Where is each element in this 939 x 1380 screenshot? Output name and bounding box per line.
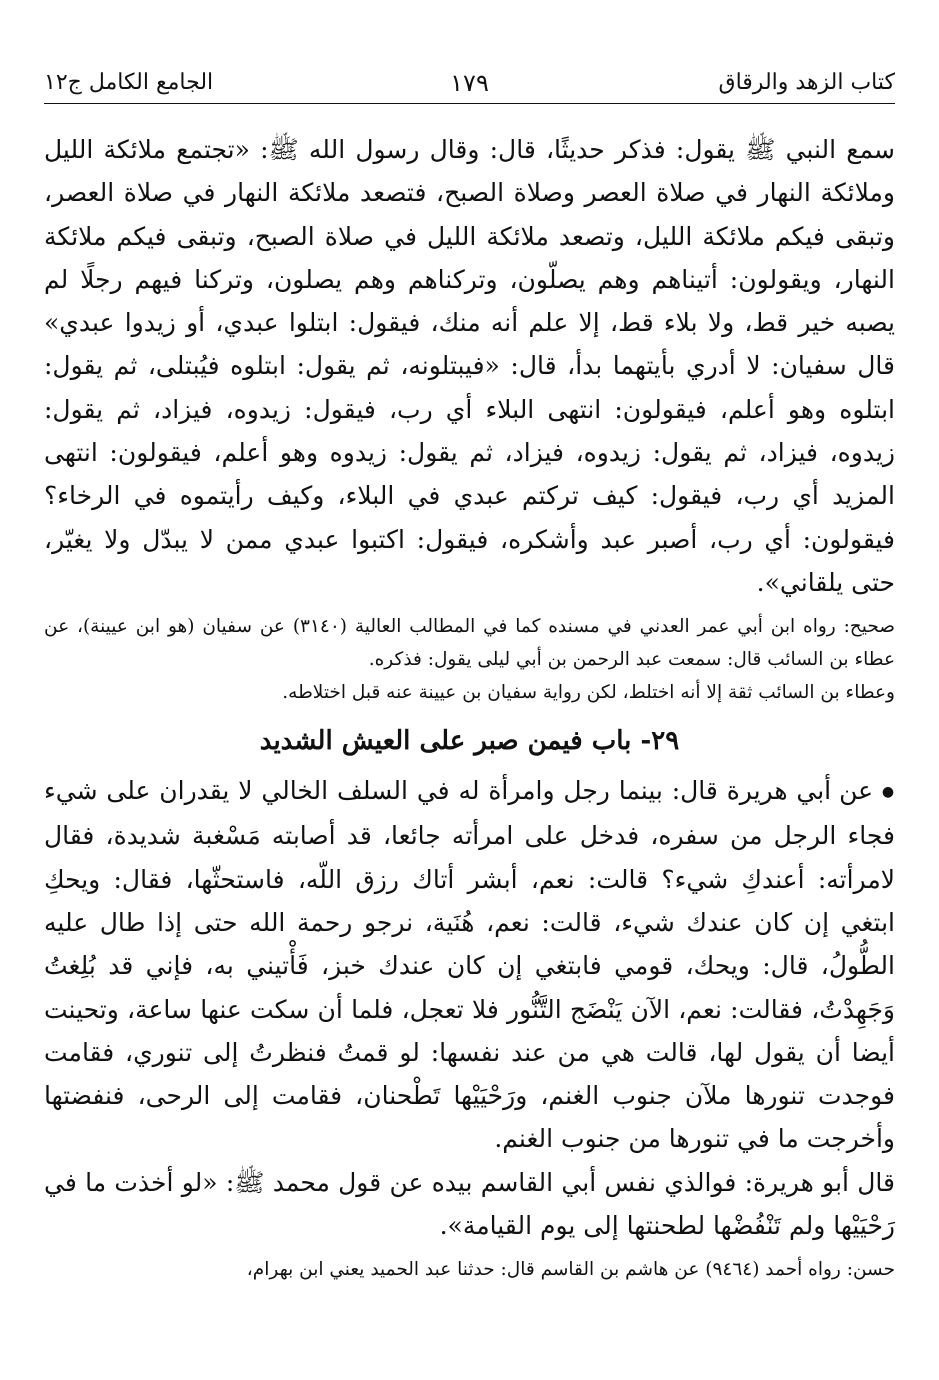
hadith-text: سمع النبي ﷺ يقول: فذكر حديثًا، قال: وقال رسول الله ﷺ: «تجتمع ملائكة الليل وملائكة النهار في صلاة العصر وصلاة الصبح، فتصعد ملائكة النهار في صلاة العصر، وتبقى فيكم ملائكة الليل، وتصعد ملائكة الليل في صلاة الصبح، وتبقى فيكم ملائكة النهار، ويقولون: أتيناهم وهم يصلّون، وتركناهم وهم يصلون، وتركنا فيهم رجلًا لم يصبه خير قط، ولا بلاء قط، إلا علم أنه منك، فيقول: ابتلوا عبدي، أو زيدوا عبدي» قال سفيان: لا أدري بأيتهما بدأ، قال: «فيبتلونه، ثم يقول: ابتلوه فيُبتلى، ثم يقول: ابتلوه وهو أعلم، فيقولون: انتهى البلاء أي رب، فيقول: زيدوه، فيزاد، ثم يقول: زيدوه، فيزاد، ثم يقول: زيدوه، فيزاد، ثم يقول: زيدوه وهو أعلم، فيقولون: انتهى المزيد أي رب، فيقول: كيف تركتم عبدي في البلاء، وكيف رأيتموه في الرخاء؟ فيقولون: أي رب، أصبر عبد وأشكره، فيقول: اكتبوا عبدي ممن لا يبدّل ولا يغيّر، حتى يلقاني». bbox=[44, 135, 895, 597]
footnote-takhrij: صحيح: رواه ابن أبي عمر العدني في مسنده كما في المطالب العالية (٣١٤٠) عن سفيان (هو ابن عيينة)، عن عطاء بن السائب قال: سمعت عبد الرحمن بن أبي ليلى يقول: فذكره. bbox=[44, 616, 895, 671]
bullet-icon: ● bbox=[881, 784, 895, 801]
header-volume-title: الجامع الكامل ج١٢ bbox=[44, 70, 214, 95]
page-body bbox=[44, 128, 895, 1286]
chapter-heading: ٢٩- باب فيمن صبر على العيش الشديد bbox=[259, 726, 680, 757]
page-number: ١٧٩ bbox=[450, 69, 489, 97]
hadith-text-2 bbox=[44, 769, 895, 1161]
footnote-comment: وعطاء بن السائب ثقة إلا أنه اختلط، لكن رواية سفيان بن عيينة عنه قبل اختلاطه. bbox=[282, 682, 895, 704]
footnote-takhrij-2: حسن: رواه أحمد (٩٤٦٤) عن هاشم بن القاسم قال: حدثنا عبد الحميد يعني ابن بهرام، bbox=[246, 1259, 895, 1281]
page-header bbox=[44, 58, 895, 98]
hadith-text-3: قال أبو هريرة: فوالذي نفس أبي القاسم بيده عن قول محمد ﷺ: «لو أخذت ما في رَحْيَيْها ولم تَنْفُضْها لطحنتها إلى يوم القيامة». bbox=[44, 1167, 895, 1241]
header-divider bbox=[44, 103, 895, 104]
header-book-title: كتاب الزهد والرقاق bbox=[718, 70, 895, 95]
hadith-body-2: عن أبي هريرة قال: بينما رجل وامرأة له في السلف الخالي لا يقدران على شيء فجاء الرجل من سفره، فدخل على امرأته جائعا، قد أصابته مَسْغبة شديدة، فقال لامرأته: أعندكِ شيء؟ قالت: نعم، أبشر أتاك رزق اللّه، فاستحثّها، فقال: ويحكِ ابتغي إن كان عندك شيء، قالت: نعم، هُنَية، نرجو رحمة الله حتى إذا طال عليه الطُّولُ، قال: ويحك، قومي فابتغي إن كان عندك خبز، فَأْتيني به، فإني قد بُلِغتُ وَجَهِدْتُ، فقالت: نعم، الآن يَنْضَج التَّنُّور فلا تعجل، فلما أن سكت عنها ساعة، وتحينت أيضا أن يقول لها، قالت هي من عند نفسها: لو قمتُ فنظرتُ إلى تنوري، فقامت فوجدت تنورها ملآن جنوب الغنم، ورَحْيَيْها تَطْحنان، فقامت إلى الرحى، فنفضتها وأخرجت ما في تنورها من جنوب الغنم. bbox=[44, 776, 895, 1154]
